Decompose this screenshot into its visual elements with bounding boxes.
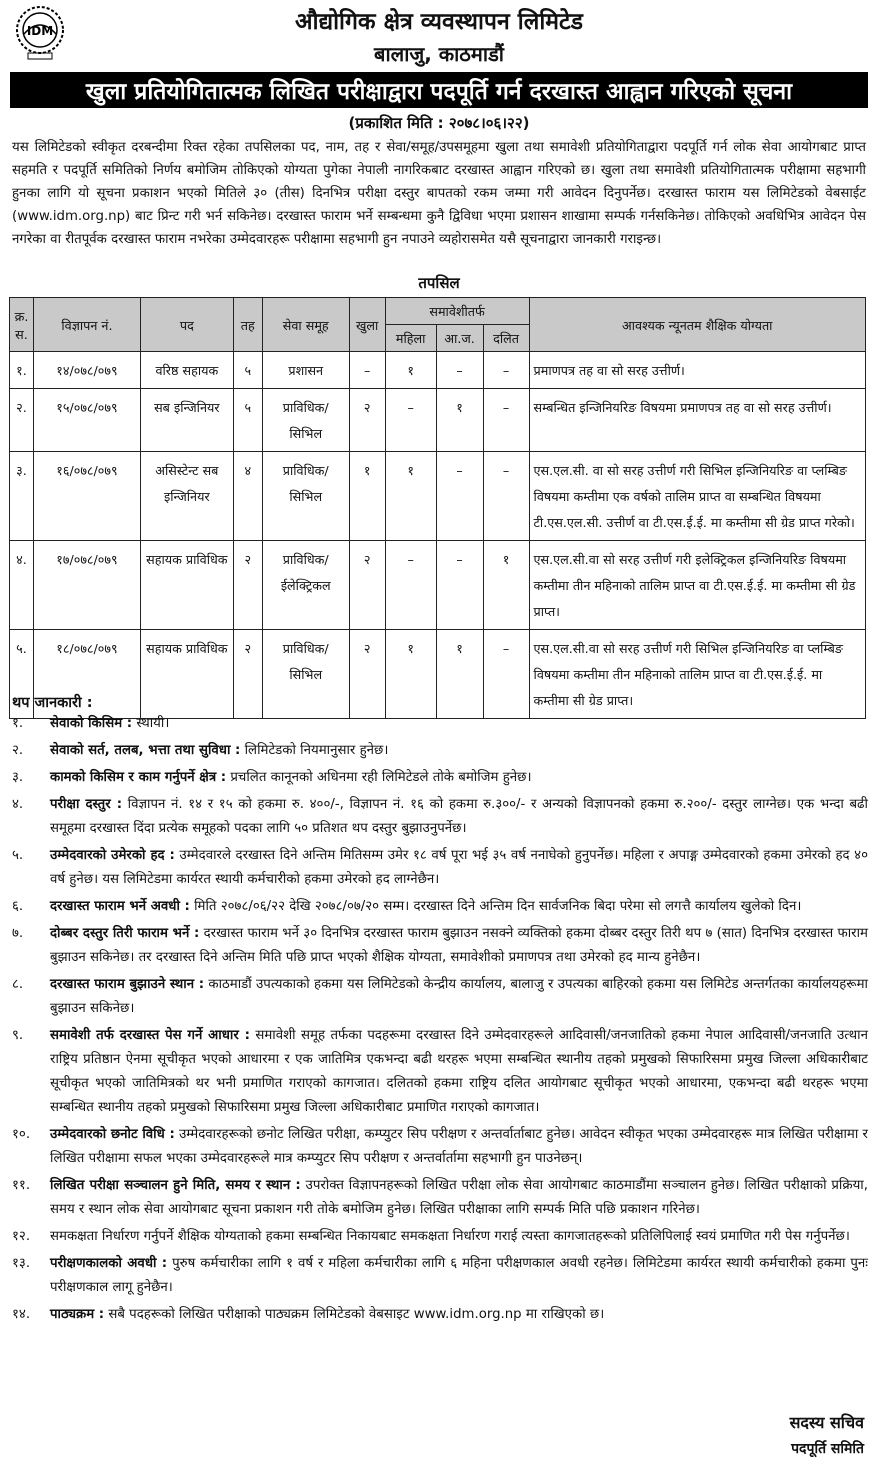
- item-text: विज्ञापन नं. १४ र १५ को हकमा रु. ४००/-, विज्ञापन नं. १६ को हकमा रु.३००/- र अन्यको विज्ञापनको हकमा रु.२००/- दस्तुर लाग्नेछ। एक भन्दा बढी समूहमा दरखास्त दिंदा प्रत्येक समूहको पदका लागि ५० प्रतिशत थप दस्तुर बुझाउनुपर्नेछ।: [50, 797, 868, 836]
- item-heading: उम्मेदवारको उमेरको हद :: [50, 848, 175, 863]
- header-inclusive: समावेशीतर्फ: [385, 298, 529, 325]
- signer-committee: पदपूर्ति समिति: [791, 1441, 864, 1457]
- row-qualification: एस.एल.सी.वा सो सरह उत्तीर्ण गरी सिभिल इन्जिनियरिङ वा प्लम्बिङ विषयमा कम्तीमा तीन महिनाको तालिम प्राप्त वा टी.एस.ई.ई. मा कम्तीमा सी ग्रेड प्राप्त।: [529, 630, 865, 719]
- row-women: १: [385, 452, 436, 541]
- item-number: १०.: [12, 1127, 31, 1142]
- header-post: पद: [140, 298, 233, 352]
- row-qualification: एस.एल.सी. वा सो सरह उत्तीर्ण गरी सिभिल इन्जिनियरिङ वा प्लम्बिङ विषयमा कम्तीमा एक वर्षको तालिम प्राप्त वा सम्बन्धित विषयमा टी.एस.एल.सी. उत्तीर्ण वा टी.एस.ई.ई. मा कम्तीमा सी ग्रेड प्राप्त गरेको।: [529, 452, 865, 541]
- item-heading: पाठ्यक्रम :: [50, 1307, 105, 1322]
- item-number: ९.: [12, 1028, 24, 1043]
- item-text: प्रचलित कानूनको अधिनमा रही लिमिटेडले तोके बमोजिम हुनेछ।: [226, 770, 532, 785]
- row-open: १: [349, 452, 385, 541]
- item-body: [50, 973, 868, 1021]
- item-text: मिति २०७८/०६/२२ देखि २०७८/०७/२० सम्म। दरखास्त दिने अन्तिम दिन सार्वजनिक बिदा परेमा सो लगत्तै कार्यालय खुलेको दिन।: [189, 899, 802, 914]
- row-level: ५: [233, 389, 262, 452]
- notice-title: खुला प्रतियोगितात्मक लिखित परीक्षाद्वारा पदपूर्ति गर्न दरखास्त आह्वान गरिएको सूचना: [10, 72, 868, 108]
- header-adv-no: विज्ञापन नं.: [33, 298, 140, 352]
- row-level: २: [233, 630, 262, 719]
- row-women: –: [385, 541, 436, 630]
- row-dalit: –: [483, 630, 529, 719]
- row-sn: २.: [10, 389, 34, 452]
- item-number: ७.: [12, 926, 24, 941]
- header-service-group: सेवा समूह: [262, 298, 349, 352]
- item-body: [50, 712, 868, 736]
- table-row: [10, 541, 866, 630]
- header-level: तह: [233, 298, 262, 352]
- organization-name: औद्योगिक क्षेत्र व्यवस्थापन लिमिटेड: [295, 9, 583, 35]
- row-sn: १.: [10, 352, 34, 389]
- intro-paragraph: यस लिमिटेडको स्वीकृत दरबन्दीमा रिक्त रहेका तपसिलका पद, नाम, तह र सेवा/समूह/उपसमूहमा खुला तथा समावेशी प्रतियोगिताद्वारा पदपूर्ति गर्न लोक सेवा आयोगबाट प्राप्त सहमति र पदपूर्ति समितिको निर्णय बमोजिम तोकिएको योग्यता पुगेका नेपाली नागरिकबाट दरखास्त आह्वान गरिएको छ। खुला तथा समावेशी प्रतियोगितात्मक परीक्षामा सहभागी हुनका लागि यो सूचना प्रकाशन भएको मितिले ३० (तीस) दिनभित्र परीक्षा दस्तुर बापतको रकम जम्मा गरी आवेदन दिनुपर्नेछ। दरखास्त फाराम यस लिमिटेडको वेबसाईट (www.idm.org.np) बाट प्रिन्ट गरी भर्न सकिनेछ। दरखास्त फाराम भर्ने सम्बन्धमा कुनै द्विविधा भएमा प्रशासन शाखामा सम्पर्क गर्नसकिनेछ। तोकिएको अवधिभित्र आवेदन पेस नगरेका वा रीतपूर्वक दरखास्त फाराम नभरेका उम्मेदवारहरू परीक्षामा सहभागी हुन नपाउने व्यहोरासमेत यसै सूचनाद्वारा जानकारी गराइन्छ।: [12, 140, 866, 247]
- additional-info-title: थप जानकारी :: [12, 695, 93, 711]
- row-adv-no: १५/०७८/०७९: [33, 389, 140, 452]
- item-number: ६.: [12, 899, 24, 914]
- row-dalit: –: [483, 389, 529, 452]
- row-open: २: [349, 541, 385, 630]
- item-heading: कामको किसिम र काम गर्नुपर्ने क्षेत्र :: [50, 770, 227, 785]
- item-number: १२.: [12, 1229, 31, 1244]
- row-aj: –: [436, 541, 483, 630]
- list-item: [12, 844, 868, 892]
- row-sn: ५.: [10, 630, 34, 719]
- item-text: समकक्षता निर्धारण गर्नुपर्ने शैक्षिक योग्यताको हकमा सम्बन्धित निकायबाट समकक्षता निर्धारण गराई त्यस्ता कागजातहरूको प्रतिलिपिलाई स्वयं प्रमाणित गरी पेस गर्नुपर्नेछ।: [50, 1229, 850, 1244]
- row-sn: ३.: [10, 452, 34, 541]
- row-post: सब इन्जिनियर: [140, 389, 233, 452]
- item-text: समावेशी समूह तर्फका पदहरूमा दरखास्त दिने उम्मेदवारहरूले आदिवासी/जनजातिको हकमा नेपाल आदिवासी/जनजाति उत्थान राष्ट्रिय प्रतिष्ठान ऐनमा सूचीकृत भएको आधारमा र एक जातिमित्र एकभन्दा बढी थरहरू भएमा सम्बन्धित स्थानीय तहको प्रमुखको सिफारिसमा प्रमुख जिल्ला अधिकारीबाट सूचीकृत भएको जातिमित्रको थर भनी प्रमाणित गराएको कागजात। दलितको हकमा राष्ट्रिय दलित आयोगबाट सूचीकृत भएको आधारमा, एकभन्दा बढी थरहरू भएमा सम्बन्धित स्थानीय तहको प्रमुखको सिफारिसमा प्रमुख जिल्ला अधिकारीबाट प्रमाणित गराएको कागजात।: [50, 1028, 868, 1115]
- vacancy-table: [9, 297, 866, 719]
- list-item: [12, 1174, 868, 1222]
- row-post: वरिष्ठ सहायक: [140, 352, 233, 389]
- list-item: [12, 1024, 868, 1120]
- item-body: [50, 1252, 868, 1300]
- row-qualification: सम्बन्धित इन्जिनियरिङ विषयमा प्रमाणपत्र तह वा सो सरह उत्तीर्ण।: [529, 389, 865, 452]
- row-aj: १: [436, 389, 483, 452]
- row-aj: १: [436, 630, 483, 719]
- row-level: ४: [233, 452, 262, 541]
- row-dalit: १: [483, 541, 529, 630]
- header-dalit: दलित: [483, 325, 529, 352]
- list-item: [12, 1225, 868, 1249]
- row-service-group: प्राविधिक/ सिभिल: [262, 389, 349, 452]
- row-open: २: [349, 630, 385, 719]
- row-adv-no: १४/०७८/०७९: [33, 352, 140, 389]
- additional-info-list: [12, 712, 868, 1330]
- item-body: [50, 1174, 868, 1222]
- header-open: खुला: [349, 298, 385, 352]
- row-dalit: –: [483, 452, 529, 541]
- item-heading: सेवाको सर्त, तलब, भत्ता तथा सुविधा :: [50, 743, 241, 758]
- row-adv-no: १८/०७८/०७९: [33, 630, 140, 719]
- list-item: [12, 922, 868, 970]
- row-open: –: [349, 352, 385, 389]
- list-item: [12, 712, 868, 736]
- row-post: सहायक प्राविधिक: [140, 541, 233, 630]
- item-body: [50, 844, 868, 892]
- item-text: स्थायी।: [132, 716, 170, 731]
- item-number: ११.: [12, 1178, 31, 1193]
- item-number: ५.: [12, 848, 24, 863]
- item-body: [50, 1303, 868, 1327]
- header-sn: क्र. स.: [10, 298, 34, 352]
- row-adv-no: १६/०७८/०७९: [33, 452, 140, 541]
- row-qualification: प्रमाणपत्र तह वा सो सरह उत्तीर्ण।: [529, 352, 865, 389]
- item-heading: समावेशी तर्फ दरखास्त पेस गर्ने आधार :: [50, 1028, 250, 1043]
- row-service-group: प्राविधिक/ सिभिल: [262, 630, 349, 719]
- header-women: महिला: [385, 325, 436, 352]
- row-post: असिस्टेन्ट सब इन्जिनियर: [140, 452, 233, 541]
- signature-block: [790, 1410, 864, 1462]
- item-body: [50, 766, 868, 790]
- item-heading: दोब्बर दस्तुर तिरी फाराम भर्ने :: [50, 926, 200, 941]
- list-item: [12, 973, 868, 1021]
- item-body: [50, 793, 868, 841]
- item-heading: सेवाको किसिम :: [50, 716, 133, 731]
- list-item: [12, 1252, 868, 1300]
- organization-location: बालाजु, काठमाडौं: [374, 42, 504, 66]
- row-women: १: [385, 630, 436, 719]
- item-text: पुरुष कर्मचारीका लागि १ वर्ष र महिला कर्मचारीका लागि ६ महिना परीक्षणकाल अवधी रहनेछ। लिमिटेडमा कार्यरत स्थायी कर्मचारीको हकमा पुनः परीक्षणकाल लागू हुनेछैन।: [50, 1256, 868, 1295]
- row-sn: ४.: [10, 541, 34, 630]
- item-number: ३.: [12, 770, 24, 785]
- list-item: [12, 1123, 868, 1171]
- item-number: १३.: [12, 1256, 31, 1271]
- item-heading: परीक्षणकालको अवधी :: [50, 1256, 168, 1271]
- row-service-group: प्रशासन: [262, 352, 349, 389]
- table-row: [10, 630, 866, 719]
- item-text: काठमाडौं उपत्यकाको हकमा यस लिमिटेडको केन्द्रीय कार्यालय, बालाजु र उपत्यका बाहिरको हकमा यस लिमिटेड अन्तर्गतका कार्यालयहरूमा बुझाउन सकिनेछ।: [50, 977, 868, 1016]
- item-body: [50, 922, 868, 970]
- item-body: [50, 1225, 868, 1249]
- item-heading: परीक्षा दस्तुर :: [50, 797, 123, 812]
- item-text: दरखास्त फाराम भर्ने ३० दिनभित्र दरखास्त फाराम बुझाउन नसक्ने व्यक्तिको हकमा दोब्बर दस्तुर तिरी थप ७ (सात) दिनभित्र दरखास्त फाराम बुझाउन सकिनेछ। तर दरखास्त दिने अन्तिम मिति पछि प्राप्त भएको शैक्षिक योग्यता, समावेशीको प्रमाणपत्र तथा उमेरको हद मान्य हुनेछैन।: [50, 926, 869, 965]
- table-row: [10, 389, 866, 452]
- table-row: [10, 452, 866, 541]
- list-item: [12, 793, 868, 841]
- item-text: सबै पदहरूको लिखित परीक्षाको पाठ्यक्रम लिमिटेडको वेबसाइट www.idm.org.np मा राखिएको छ।: [104, 1307, 605, 1322]
- item-heading: दरखास्त फाराम बुझाउने स्थान :: [50, 977, 205, 992]
- item-number: २.: [12, 743, 24, 758]
- row-women: –: [385, 389, 436, 452]
- row-service-group: प्राविधिक/ ईलेक्ट्रिकल: [262, 541, 349, 630]
- list-item: [12, 1303, 868, 1327]
- item-text: उम्मेदवारहरूको छनोट लिखित परीक्षा, कम्प्युटर सिप परीक्षण र अन्तर्वार्ताबाट हुनेछ। आवेदन स्वीकृत भएका उम्मेदवारहरू मात्र लिखित परीक्षामा र लिखित परीक्षामा सफल भएका उम्मेदवारहरूले मात्र कम्प्युटर सिप परीक्षण र अन्तर्वार्तामा सहभागी हुन पाउनेछन्।: [50, 1127, 868, 1166]
- row-women: १: [385, 352, 436, 389]
- logo-text: IDM: [26, 24, 54, 38]
- item-number: १४.: [12, 1307, 31, 1322]
- row-dalit: –: [483, 352, 529, 389]
- row-aj: –: [436, 452, 483, 541]
- item-number: ४.: [12, 797, 24, 812]
- row-qualification: एस.एल.सी.वा सो सरह उत्तीर्ण गरी इलेक्ट्रिकल इन्जिनियरिङ विषयमा कम्तीमा तीन महिनाको तालिम प्राप्त वा टी.एस.ई.ई. मा कम्तीमा सी ग्रेड प्राप्त।: [529, 541, 865, 630]
- item-body: [50, 1024, 868, 1120]
- item-heading: उम्मेदवारको छनोट विधि :: [50, 1127, 175, 1142]
- item-number: ८.: [12, 977, 24, 992]
- header-qualification: आवश्यक न्यूनतम शैक्षिक योग्यता: [529, 298, 865, 352]
- row-post: सहायक प्राविधिक: [140, 630, 233, 719]
- row-level: २: [233, 541, 262, 630]
- item-text: उपरोक्त विज्ञापनहरूको लिखित परीक्षा लोक सेवा आयोगबाट काठमाडौंमा सञ्चालन हुनेछ। लिखित परीक्षाको प्रक्रिया, समय र स्थान लोक सेवा आयोगबाट सूचना प्रकाशन गरी तोके बमोजिम हुनेछ। लिखित परीक्षाका लागि सम्पर्क मिति पछि प्रकाशन गरिनेछ।: [50, 1178, 868, 1217]
- signer-title: सदस्य सचिव: [789, 1413, 864, 1432]
- list-item: [12, 895, 868, 919]
- row-level: ५: [233, 352, 262, 389]
- published-date: (प्रकाशित मिति : २०७८।०६।२२): [348, 114, 530, 132]
- item-body: [50, 739, 868, 763]
- row-service-group: प्राविधिक/ सिभिल: [262, 452, 349, 541]
- item-number: १.: [12, 716, 24, 731]
- row-aj: –: [436, 352, 483, 389]
- table-caption: तपसिल: [418, 274, 460, 292]
- row-adv-no: १७/०७८/०७९: [33, 541, 140, 630]
- header-aj: आ.ज.: [436, 325, 483, 352]
- table-row: [10, 352, 866, 389]
- item-text: लिमिटेडको नियमानुसार हुनेछ।: [240, 743, 389, 758]
- item-heading: लिखित परीक्षा सञ्चालन हुने मिति, समय र स्थान :: [50, 1178, 301, 1193]
- item-text: उम्मेदवारले दरखास्त दिने अन्तिम मितिसम्म उमेर १८ वर्ष पूरा भई ३५ वर्ष ननाघेको हुनुपर्नेछ। महिला र अपाङ्ग उम्मेदवारको हकमा उमेरको हद ४० वर्ष हुनेछ। यस लिमिटेडमा कार्यरत स्थायी कर्मचारीको हकमा उमेरको हद लाग्नेछैन।: [50, 848, 868, 887]
- item-heading: दरखास्त फाराम भर्ने अवधी :: [50, 899, 190, 914]
- item-body: [50, 1123, 868, 1171]
- list-item: [12, 739, 868, 763]
- list-item: [12, 766, 868, 790]
- item-body: [50, 895, 868, 919]
- row-open: २: [349, 389, 385, 452]
